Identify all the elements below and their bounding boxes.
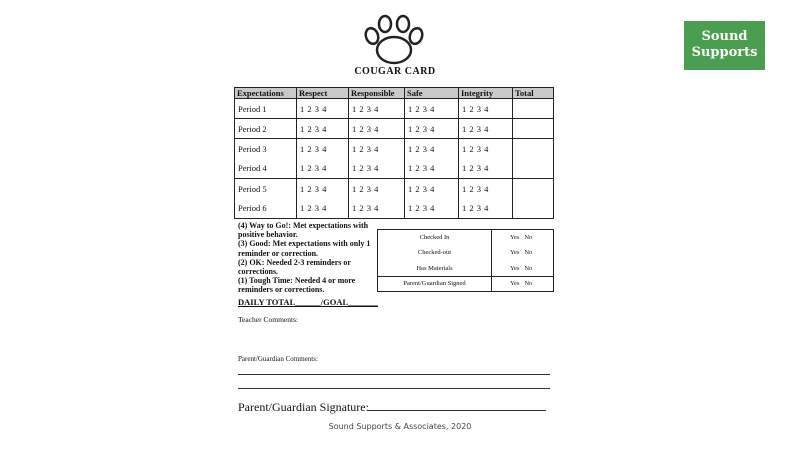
safe-scale[interactable]: 1 2 3 4 <box>405 119 459 139</box>
integrity-scale[interactable]: 1 2 3 4 <box>459 119 513 139</box>
header-safe: Safe <box>405 88 459 99</box>
respect-scale[interactable]: 1 2 3 4 <box>297 179 349 199</box>
yes-option[interactable]: Yes <box>510 234 520 241</box>
total-cell[interactable] <box>513 159 554 179</box>
expectations-table <box>234 87 554 219</box>
checklist-item: Has Materials <box>378 261 492 277</box>
total-cell[interactable] <box>513 199 554 219</box>
yes-no-choice[interactable] <box>492 261 554 277</box>
signature-line[interactable] <box>368 410 546 411</box>
responsible-scale[interactable]: 1 2 3 4 <box>349 139 405 159</box>
total-cell[interactable] <box>513 99 554 119</box>
respect-scale[interactable]: 1 2 3 4 <box>297 139 349 159</box>
yes-no-choice[interactable] <box>492 276 554 292</box>
responsible-scale[interactable]: 1 2 3 4 <box>349 99 405 119</box>
responsible-scale[interactable]: 1 2 3 4 <box>349 199 405 219</box>
comment-line[interactable] <box>238 388 550 389</box>
period-label: Period 5 <box>235 179 297 199</box>
checklist-item: Parent/Guardian Signed <box>378 276 492 292</box>
paw-print-icon <box>362 14 426 66</box>
respect-scale[interactable]: 1 2 3 4 <box>297 99 349 119</box>
teacher-comments-label: Teacher Comments: <box>238 315 299 324</box>
safe-scale[interactable]: 1 2 3 4 <box>405 199 459 219</box>
respect-scale[interactable]: 1 2 3 4 <box>297 199 349 219</box>
table-row <box>235 139 554 159</box>
safe-scale[interactable]: 1 2 3 4 <box>405 99 459 119</box>
checklist-row <box>378 276 554 292</box>
checklist-row <box>378 245 554 261</box>
no-option[interactable]: No <box>524 234 533 241</box>
safe-scale[interactable]: 1 2 3 4 <box>405 139 459 159</box>
respect-scale[interactable]: 1 2 3 4 <box>297 119 349 139</box>
header-responsible: Responsible <box>349 88 405 99</box>
table-row <box>235 179 554 199</box>
total-cell[interactable] <box>513 179 554 199</box>
responsible-scale[interactable]: 1 2 3 4 <box>349 119 405 139</box>
rating-legend <box>238 221 378 295</box>
period-label: Period 3 <box>235 139 297 159</box>
legend-2: (2) OK: Needed 2-3 reminders or corrections. <box>238 257 351 277</box>
safe-scale[interactable]: 1 2 3 4 <box>405 179 459 199</box>
period-label: Period 4 <box>235 159 297 179</box>
yes-option[interactable]: Yes <box>510 264 520 272</box>
period-label: Period 6 <box>235 199 297 219</box>
integrity-scale[interactable]: 1 2 3 4 <box>459 199 513 219</box>
yes-option[interactable]: Yes <box>510 249 520 257</box>
header-total: Total <box>513 88 554 99</box>
comment-line[interactable] <box>238 374 550 375</box>
total-cell[interactable] <box>513 139 554 159</box>
table-row <box>235 199 554 219</box>
yes-no-choice[interactable] <box>492 245 554 261</box>
checklist-item: Checked In <box>378 230 492 246</box>
logo-line-2: Supports <box>691 45 758 60</box>
no-option[interactable]: No <box>524 249 533 257</box>
safe-scale[interactable]: 1 2 3 4 <box>405 159 459 179</box>
checklist-table <box>377 229 554 292</box>
header-integrity: Integrity <box>459 88 513 99</box>
daily-total-goal[interactable]: DAILY TOTAL______/GOAL_______ <box>238 297 378 307</box>
sound-supports-logo <box>684 21 765 70</box>
signature-label: Parent/Guardian Signature: <box>238 400 369 414</box>
checklist-row <box>378 261 554 277</box>
checklist-item: Checked-out <box>378 245 492 261</box>
footer-credit: Sound Supports & Associates, 2020 <box>328 422 472 431</box>
responsible-scale[interactable]: 1 2 3 4 <box>349 159 405 179</box>
yes-option[interactable]: Yes <box>510 280 520 288</box>
integrity-scale[interactable]: 1 2 3 4 <box>459 99 513 119</box>
responsible-scale[interactable]: 1 2 3 4 <box>349 179 405 199</box>
yes-no-choice[interactable] <box>492 230 554 246</box>
legend-1: (1) Tough Time: Needed 4 or more reminders or corrections. <box>238 276 356 295</box>
checklist-row <box>378 230 554 246</box>
parent-comments-label: Parent/Guardian Comments: <box>238 355 318 363</box>
no-option[interactable]: No <box>524 264 533 272</box>
integrity-scale[interactable]: 1 2 3 4 <box>459 139 513 159</box>
table-row <box>235 99 554 119</box>
no-option[interactable]: No <box>524 280 533 288</box>
header-expectations: Expectations <box>235 88 297 99</box>
header-respect: Respect <box>297 88 349 99</box>
respect-scale[interactable]: 1 2 3 4 <box>297 159 349 179</box>
period-label: Period 2 <box>235 119 297 139</box>
integrity-scale[interactable]: 1 2 3 4 <box>459 159 513 179</box>
legend-4: (4) Way to Go!: Met expectations with positive behavior. <box>238 221 369 240</box>
integrity-scale[interactable]: 1 2 3 4 <box>459 179 513 199</box>
card-title: COUGAR CARD <box>354 66 436 77</box>
legend-3: (3) Good: Met expectations with only 1 reminder or correction. <box>238 239 371 258</box>
table-row <box>235 159 554 179</box>
logo-line-1: Sound <box>701 29 748 44</box>
period-label: Period 1 <box>235 99 297 119</box>
table-row <box>235 119 554 139</box>
total-cell[interactable] <box>513 119 554 139</box>
